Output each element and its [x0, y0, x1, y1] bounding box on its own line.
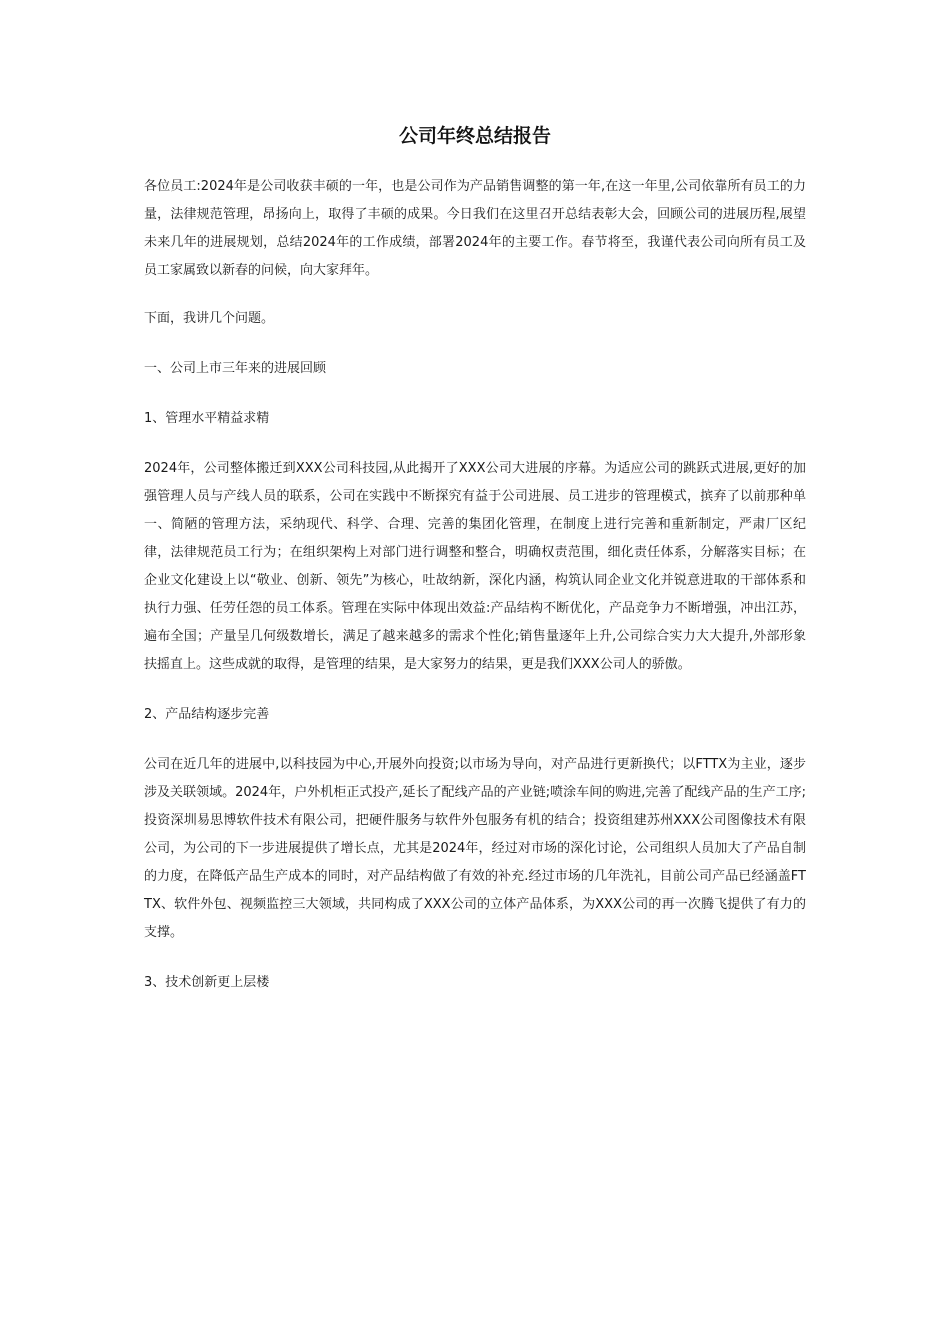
intro-paragraph: 各位员工:2024年是公司收获丰硕的一年，也是公司作为产品销售调整的第一年,在这一年里,公司依靠所有员工的力量，法律规范管理，昂扬向上，取得了丰硕的成果。今日我们在这里召开总结表彰大会，回顾公司的进展历程,展望未来几年的进展规划，总结2024年的工作成绩，部署2024年的主要工作。春节将至，我谨代表公司向所有员工及员工家属致以新春的问候，向大家拜年。	[144, 179, 806, 278]
section-heading: 一、公司上市三年来的进展回顾	[144, 361, 327, 376]
transition-paragraph: 下面，我讲几个问题。	[144, 311, 275, 326]
document-body	[144, 173, 806, 997]
subsection-heading: 3、技术创新更上层楼	[144, 975, 270, 990]
document-title: 公司年终总结报告	[398, 125, 551, 147]
body-paragraph: 2024年，公司整体搬迁到XXX公司科技园,从此揭开了XXX公司大进展的序幕。为适应公司的跳跃式进展,更好的加强管理人员与产线人员的联系，公司在实践中不断探究有益于公司进展、员工进步的管理模式，摈弃了以前那种单一、简陋的管理方法，采纳现代、科学、合理、完善的集团化管理，在制度上进行完善和重新制定，严肃厂区纪律，法律规范员工行为；在组织架构上对部门进行调整和整合，明确权责范围，细化责任体系，分解落实目标；在企业文化建设上以“敬业、创新、领先”为核心，吐故纳新，深化内涵，构筑认同企业文化并锐意进取的干部体系和执行力强、任劳任怨的员工体系。管理在实际中体现出效益:产品结构不断优化，产品竞争力不断增强，冲出江苏，遍布全国；产量呈几何级数增长，满足了越来越多的需求个性化;销售量逐年上升,公司综合实力大大提升,外部形象扶摇直上。这些成就的取得，是管理的结果，是大家努力的结果，更是我们XXX公司人的骄傲。	[144, 461, 806, 672]
body-paragraph: 公司在近几年的进展中,以科技园为中心,开展外向投资;以市场为导向，对产品进行更新换代；以FTTX为主业，逐步涉及关联领域。2024年，户外机柜正式投产,延长了配线产品的产业链;喷涂车间的购进,完善了配线产品的生产工序;投资深圳易思博软件技术有限公司，把硬件服务与软件外包服务有机的结合；投资组建苏州XXX公司图像技术有限公司，为公司的下一步进展提供了增长点，尤其是2024年，经过对市场的深化讨论，公司组织人员加大了产品自制的力度，在降低产品生产成本的同时，对产品结构做了有效的补充.经过市场的几年洗礼，目前公司产品已经涵盖FTTX、软件外包、视频监控三大领域，共同构成了XXX公司的立体产品体系，为XXX公司的再一次腾飞提供了有力的支撑。	[144, 757, 806, 940]
subsection-heading: 2、产品结构逐步完善	[144, 707, 270, 722]
subsection-heading: 1、管理水平精益求精	[144, 411, 270, 426]
